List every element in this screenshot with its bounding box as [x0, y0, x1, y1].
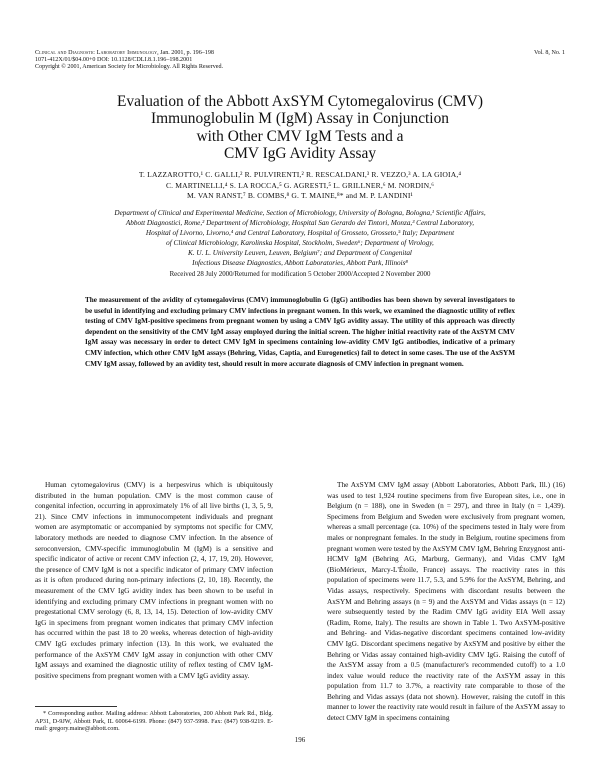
affiliation-line-3: Hospital of Livorno, Livorno,⁴ and Central Laboratory, Hospital of Grosseto, Grosseto,⁵ Italy; Department [145, 229, 455, 238]
affiliation-line-6: Infectious Disease Diagnostics, Abbott Laboratories, Abbott Park, Illinois⁸ [192, 259, 408, 268]
affiliation-line-2: Abbott Diagnostici, Rome,² Department of Microbiology, Hospital San Gerardo dei Tintori, Monza,³ Central Laboratory, [125, 219, 475, 228]
authors-line-3: M. VAN RANST,⁷ B. COMBS,⁸ G. T. MAINE,⁸* and M. P. LANDINI¹ [187, 191, 413, 201]
volume-issue: Vol. 8, No. 1 [533, 50, 565, 56]
received-dates: Received 28 July 2000/Returned for modification 5 October 2000/Accepted 2 November 2000 [169, 271, 431, 278]
title-line-1: Evaluation of the Abbott AxSYM Cytomegalovirus (CMV) [117, 93, 483, 110]
journal-header [35, 50, 565, 72]
authors-line-1: T. LAZZAROTTO,¹ C. GALLI,² R. PULVIRENTI,² R. RESCALDANI,³ R. VEZZO,³ A. LA GIOIA,⁴ [138, 170, 462, 179]
journal-name: Clinical and Diagnostic Laboratory Immunology [35, 50, 158, 56]
affiliation-line-4: of Clinical Microbiology, Karolinska Hospital, Stockholm, Sweden⁶; Department of Virology, [166, 239, 434, 248]
affiliation-line-5: K. U. L. University Leuven, Leuven, Belgium⁷; and Department of Congenital [188, 249, 412, 258]
title-line-2: Immunoglobulin M (IgM) Assay in Conjunction [151, 110, 449, 128]
authors-line-2: C. MARTINELLI,⁴ S. LA ROCCA,⁵ G. AGRESTI,⁵ L. GRILLNER,⁶ M. NORDIN,⁶ [165, 180, 435, 190]
affiliations [40, 208, 560, 269]
title-line-4: CMV IgG Avidity Assay [223, 145, 377, 163]
copyright-line: Copyright © 2001, American Society for Microbiology. All Rights Reserved. [35, 64, 224, 71]
issn-doi: 1071-412X/01/$04.00+0 DOI: 10.1128/CDLI.8.1.196–198.2001 [35, 57, 193, 64]
footnote-divider [35, 706, 117, 707]
body-paragraph-right: The AxSYM CMV IgM assay (Abbott Laboratories, Abbott Park, Ill.) (16) was used to test 1,924 routine specimens from five European sites, i.e., one in Belgium (n = 188), one in Sweden (n = 297), and three in Italy (n = 1,439). Specimens from Belgium and Sweden were exclusively from pregnant women, whereas a small percentage (ca. 10%) of the specimens tested in Italy were from males or nonpregnant females. In the study in Belgium, routine specimens from pregnant women were tested by the AxSYM CMV IgM, Behring Enzygnost anti-HCMV IgM (Behring AG, Marburg, Germany), and Vidas CMV IgM (BioMérieux, Marcy-L'Étoile, France) assays. The reactivity rates in this population of specimens were 11.7, 5.3, and 5.9% for the AxSYM, Behring, and Vidas assays, respectively. Specimens with discordant results between the AxSYM and Behring assays (n = 9) and the AxSYM and Vidas assays (n = 12) were subsequently tested by the Radim CMV IgG avidity EIA Well assay (Radim, Rome, Italy). The results are shown in Table 1. Two AxSYM-positive and Behring- and Vidas-negative discordant specimens contained low-avidity CMV IgG. Discordant specimens negative by AxSYM and positive by either the Behring or Vidas assay contained high-avidity CMV IgG. Raising the cutoff of the AxSYM assay from a 0.5 (manufacturer's recommended cutoff) to a 1.0 index value would reduce the reactivity rate of the AxSYM assay in this population from 11.7 to 3.7%, a reactivity rate comparable to those of the Behring and Vidas assays (data not shown). However, raising the cutoff in this manner to lower the reactivity rate would result in failure of the AxSYM assay to detect CMV IgM in specimens containing [327, 480, 565, 723]
body-column-right [327, 480, 565, 724]
title-line-3: with Other CMV IgM Tests and a [196, 127, 404, 145]
affiliation-line-1: Department of Clinical and Experimental Medicine, Section of Microbiology, University of Bologna, Bologna,¹ Scientific Affairs, [114, 209, 486, 217]
page-number: 196 [294, 736, 306, 744]
author-list [40, 170, 560, 202]
corresponding-author-footnote: * Corresponding author. Mailing address: Abbott Laboratories, 200 Abbott Park Rd., Bldg. AP31, D-9JW, Abbott Park, IL 60064-6199. Phone: (847) 937-5998. Fax: (847) 938-9219. E-mail: gregory.maine@abbott.com. [35, 710, 273, 733]
citation-pages: , Jan. 2001, p. 196–198 [157, 50, 214, 56]
body-column-left [35, 480, 273, 681]
body-paragraph-left: Human cytomegalovirus (CMV) is a herpesvirus which is ubiquitously distributed in the human population. CMV is the most common cause of congenital infection, occurring in approximately 1% of all live births (1, 3, 5, 9, 21). Since CMV infections in immunocompetent individuals and pregnant women are asymptomatic or accompanied by symptoms not specific for CMV, laboratory methods are needed to diagnose CMV infection. In the absence of seroconversion, CMV-specific immunoglobulin M (IgM) is a sensitive and specific indicator of active or recent CMV infection (2, 4, 17, 19, 20). However, the presence of CMV IgM is not a specific indicator of primary CMV infection as it is often produced during non-primary infections (2, 10, 18). Recently, the measurement of the CMV IgG avidity index has been shown to be useful in identifying and excluding primary CMV infections in pregnant women with no pregestational CMV serology (6, 8, 13, 14, 15). Detection of low-avidity CMV IgG in specimens from pregnant women indicates that primary CMV infection has occurred within the past 18 to 20 weeks, whereas detection of high-avidity CMV IgG excludes primary infection (13). In this work, we evaluated the performance of the AxSYM CMV IgM assay in conjunction with other CMV IgM assays and examined the diagnostic utility of reflex testing of CMV IgM-positive specimens from pregnant women with a CMV IgG avidity assay. [35, 480, 273, 680]
abstract: The measurement of the avidity of cytomegalovirus (CMV) immunoglobulin G (IgG) antibodies has been shown by several investigators to be useful in identifying and excluding primary CMV infections in pregnant women. In this work, we examined the diagnostic utility of reflex testing of CMV IgM-positive specimens from pregnant women by using a CMV IgG avidity assay. The utility of this approach was directly dependent on the sensitivity of the CMV IgM assay employed during the initial screen. The higher initial reactivity rate of the AxSYM CMV IgM assay was necessary in order to detect CMV IgM in specimens containing low-avidity CMV IgG antibodies, indicative of a primary CMV infection, which other CMV IgM assays (Behring, Vidas, Captia, and Eurogenetics) fail to detect in some cases. The use of the AxSYM CMV IgM assay, followed by an avidity test, should result in more accurate diagnosis of CMV infection in pregnant women. [85, 296, 515, 368]
article-title [60, 93, 540, 163]
